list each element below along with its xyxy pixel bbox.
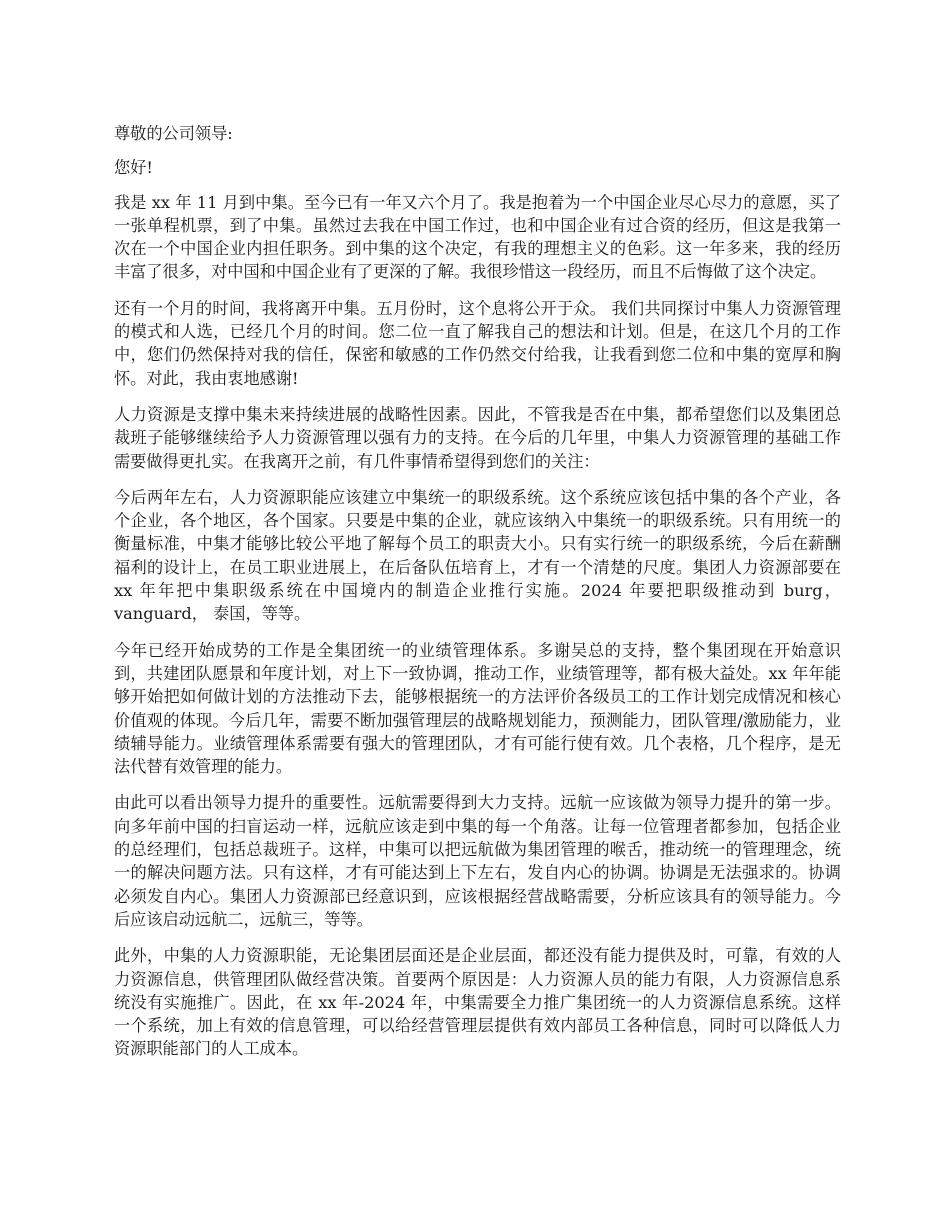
paragraph-4: 今后两年左右，人力资源职能应该建立中集统一的职级系统。这个系统应该包括中集的各个产业，各个企业，各个地区，各个国家。只要是中集的企业，就应该纳入中集统一的职级系统。只有用统一的衡量标准，中集才能够比较公平地了解每个员工的职责大小。只有实行统一的职级系统，今后在薪酬福利的设计上，在员工职业进展上，在后备队伍培育上，才有一个清楚的尺度。集团人力资源部要在 xx 年年把中集职级系统在中国境内的制造企业推行实施。2024 年要把职级推动到 burg，vanguard， 泰国，等等。 — [114, 487, 841, 624]
salutation: 尊敬的公司领导: — [114, 124, 233, 143]
greeting: 您好! — [114, 158, 153, 178]
paragraph-2: 还有一个月的时间，我将离开中集。五月份时，这个息将公开于众。 我们共同探讨中集人力资源管理的模式和人选，已经几个月的时间。您二位一直了解我自己的想法和计划。但是，在这几个月的工作中，您们仍然保持对我的信任，保密和敏感的工作仍然交付给我，让我看到您二位和中集的宽厚和胸怀。对此，我由衷地感谢! — [114, 298, 841, 388]
paragraph-1: 我是 xx 年 11 月到中集。至今已有一年又六个月了。我是抱着为一个中国企业尽心尽力的意愿，买了一张单程机票，到了中集。虽然过去我在中国工作过，也和中国企业有过合资的经历，但这是我第一次在一个中国企业内担任职务。到中集的这个决定，有我的理想主义的色彩。这一年多来，我的经历丰富了很多，对中国和中国企业有了更深的了解。我很珍惜这一段经历，而且不后悔做了这个决定。 — [114, 192, 841, 282]
paragraph-6: 由此可以看出领导力提升的重要性。远航需要得到大力支持。远航一应该做为领导力提升的第一步。向多年前中国的扫盲运动一样，远航应该走到中集的每一个角落。让每一位管理者都参加，包括企业的总经理们，包括总裁班子。这样，中集可以把远航做为集团管理的喉舌，推动统一的管理理念，统一的解决问题方法。只有这样，才有可能达到上下左右，发自内心的协调。协调是无法强求的。协调必须发自内心。集团人力资源部已经意识到，应该根据经营战略需要，分析应该具有的领导能力。今后应该启动远航二，远航三，等等。 — [114, 793, 841, 929]
paragraph-5: 今年已经开始成势的工作是全集团统一的业绩管理体系。多谢吴总的支持，整个集团现在开始意识到，共建团队愿景和年度计划，对上下一致协调，推动工作，业绩管理等，都有极大益处。xx 年年能够开始把如何做计划的方法推动下去，能够根据统一的方法评价各级员工的工作计划完成情况和核心价值观的体现。今后几年，需要不断加强管理层的战略规划能力，预测能力，团队管理/激励能力，业绩辅导能力。业绩管理体系需要有强大的管理团队，才有可能行使有效。几个表格，几个程序，是无法代替有效管理的能力。 — [114, 640, 841, 777]
letter-body — [114, 122, 841, 1074]
paragraph-3: 人力资源是支撑中集未来持续进展的战略性因素。因此，不管我是否在中集，都希望您们以及集团总裁班子能够继续给予人力资源管理以强有力的支持。在今后的几年里，中集人力资源管理的基础工作需要做得更扎实。在我离开之前，有几件事情希望得到您们的关注： — [114, 404, 841, 471]
paragraph-7: 此外，中集的人力资源职能，无论集团层面还是企业层面，都还没有能力提供及时，可靠，有效的人力资源信息，供管理团队做经营决策。首要两个原因是：人力资源人员的能力有限，人力资源信息系统没有实施推广。因此，在 xx 年-2024 年，中集需要全力推广集团统一的人力资源信息系统。这样一个系统，加上有效的信息管理，可以给经营管理层提供有效内部员工各种信息，同时可以降低人力资源职能部门的人工成本。 — [114, 946, 841, 1059]
